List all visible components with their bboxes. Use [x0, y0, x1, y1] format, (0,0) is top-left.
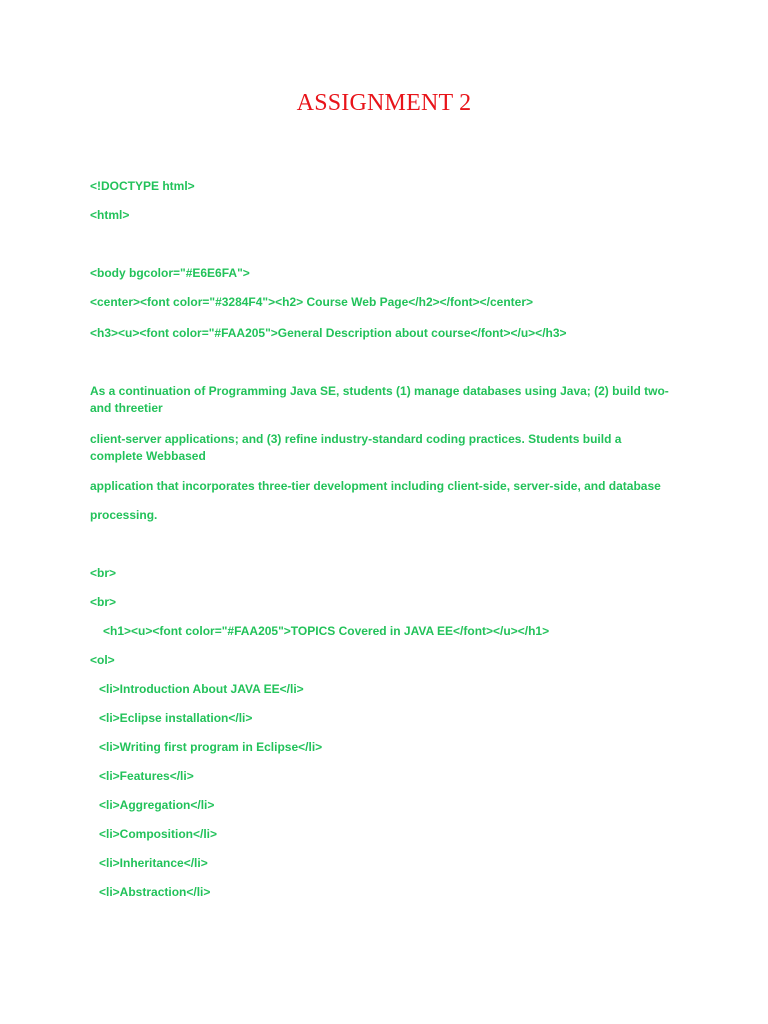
list-item: <li>Aggregation</li> — [99, 798, 215, 812]
body-open-line: <body bgcolor="#E6E6FA"> — [90, 266, 250, 280]
document-title: ASSIGNMENT 2 — [296, 90, 472, 116]
h1-topics-line: <h1><u><font color="#FAA205">TOPICS Covered in JAVA EE</font></u></h1> — [103, 624, 550, 638]
paragraph-line-2: client-server applications; and (3) refine industry-standard coding practices. Students build a complete Webbased — [90, 432, 622, 463]
list-item: <li>Inheritance</li> — [99, 856, 208, 870]
html-open-line: <html> — [90, 208, 130, 222]
center-h2-line: <center><font color="#3284F4"><h2> Course Web Page</h2></font></center> — [90, 295, 534, 309]
paragraph-line-4: processing. — [90, 508, 158, 522]
paragraph-line-3: application that incorporates three-tier development including client-side, server-side, and database — [90, 479, 661, 493]
doctype-line: <!DOCTYPE html> — [90, 179, 195, 193]
list-item: <li>Introduction About JAVA EE</li> — [99, 682, 304, 696]
ol-open-line: <ol> — [90, 653, 115, 667]
list-item: <li>Eclipse installation</li> — [99, 711, 253, 725]
list-item: <li>Features</li> — [99, 769, 194, 783]
list-item: <li>Writing first program in Eclipse</li> — [99, 740, 323, 754]
h3-line: <h3><u><font color="#FAA205">General Description about course</font></u></h3> — [90, 326, 567, 340]
br-line-2: <br> — [90, 595, 117, 609]
br-line-1: <br> — [90, 566, 117, 580]
list-item: <li>Composition</li> — [99, 827, 218, 841]
list-item: <li>Abstraction</li> — [99, 885, 211, 899]
paragraph-line-1: As a continuation of Programming Java SE, students (1) manage databases using Java; (2) build two-and threetier — [90, 384, 669, 415]
